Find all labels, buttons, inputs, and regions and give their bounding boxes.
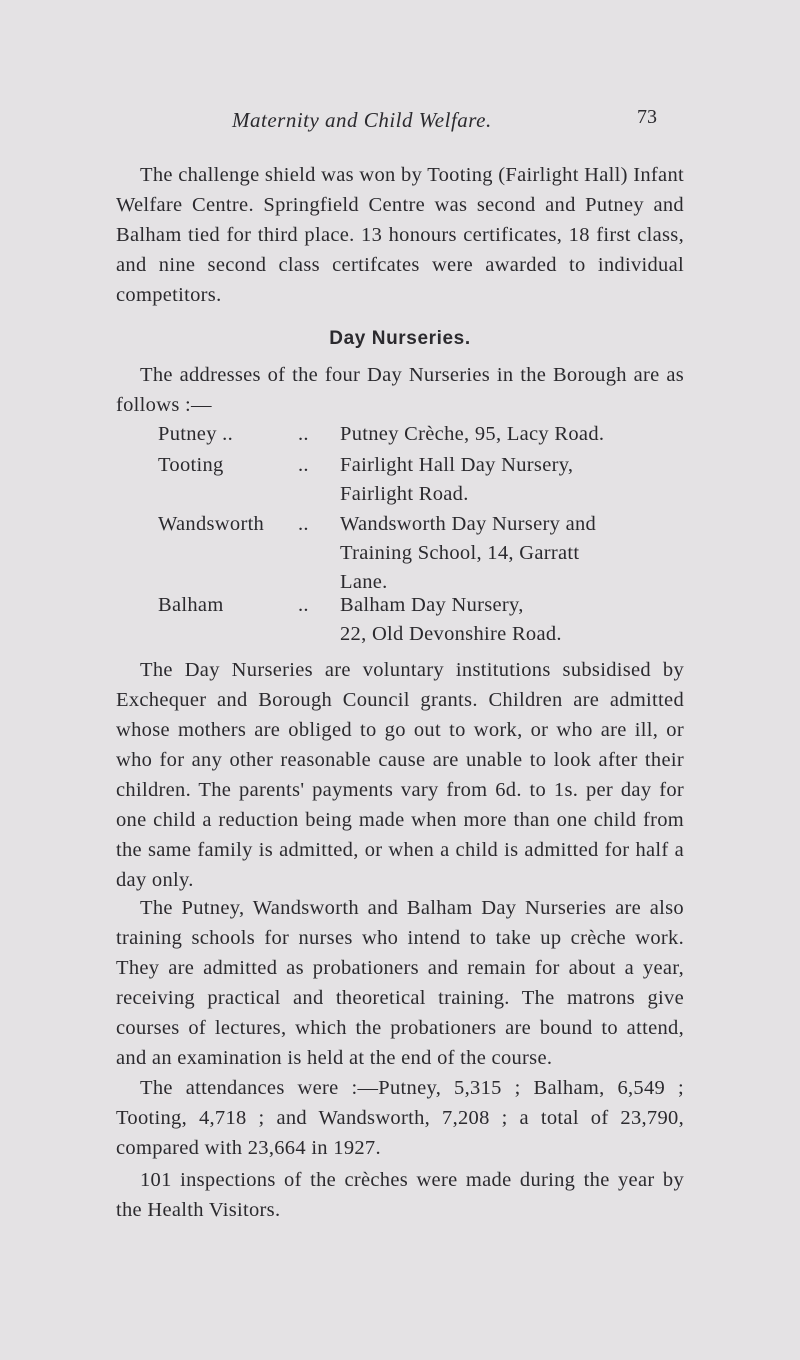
paragraph-attendances: The attendances were :—Putney, 5,315 ; Balham, 6,549 ; Tooting, 4,718 ; and Wandsworth, 7,208 ; a total of 23,790, compared with 23,664 in 1927. [116, 1077, 684, 1159]
address-line: Wandsworth Day Nursery and [340, 513, 597, 535]
nursery-address [340, 420, 690, 449]
nursery-place: Balham [158, 594, 224, 616]
paragraph-training-schools: The Putney, Wandsworth and Balham Day Nurseries are also training schools for nurses who intend to take up crèche work. They are admitted as probationers and remain for about a year, receiving practical and theoretical training. The matrons give courses of lectures, which the probationers are bound to attend, and an examination is held at the end of the course. [116, 897, 684, 1069]
nursery-place: Tooting [158, 454, 224, 476]
address-line: Putney Crèche, 95, Lacy Road. [340, 423, 605, 445]
address-line: Balham Day Nursery, [340, 594, 524, 616]
running-title: Maternity and Child Welfare. [232, 108, 492, 132]
address-line: Lane. [340, 571, 388, 593]
nursery-address [340, 591, 690, 649]
leader-dots: .. [298, 513, 309, 535]
address-line: Fairlight Road. [340, 483, 469, 505]
address-line: Fairlight Hall Day Nursery, [340, 454, 574, 476]
section-heading: Day Nurseries. [329, 328, 471, 349]
leader-dots: .. [298, 594, 309, 616]
nursery-place: Wandsworth [158, 513, 265, 535]
nursery-place: Putney .. [158, 423, 234, 445]
leader-dots: .. [298, 454, 309, 476]
paragraph-challenge-shield: The challenge shield was won by Tooting (Fairlight Hall) Infant Welfare Centre. Springfield Centre was second and Putney and Balham tied for third place. 13 honours certificates, 18 first class, and nine second class certifcates were awarded to individual competitors. [116, 164, 684, 306]
paragraph-addresses-intro: The addresses of the four Day Nurseries in the Borough are as follows :— [116, 364, 684, 416]
nursery-address [340, 510, 690, 597]
leader-dots: .. [298, 423, 309, 445]
paragraph-voluntary-institutions: The Day Nurseries are voluntary institutions subsidised by Exchequer and Borough Council grants. Children are admitted whose mothers are obliged to go out to work, or who are ill, or who for any other reasonable cause are unable to look after their children. The parents' payments vary from 6d. to 1s. per day for one child a reduction being made when more than one child from the same family is admitted, or when a child is admitted for half a day only. [116, 659, 684, 891]
paragraph-inspections: 101 inspections of the crèches were made during the year by the Health Visitors. [116, 1169, 684, 1221]
nursery-address [340, 451, 690, 509]
address-line: 22, Old Devonshire Road. [340, 623, 562, 645]
page-number: 73 [637, 106, 657, 128]
address-line: Training School, 14, Garratt [340, 542, 580, 564]
